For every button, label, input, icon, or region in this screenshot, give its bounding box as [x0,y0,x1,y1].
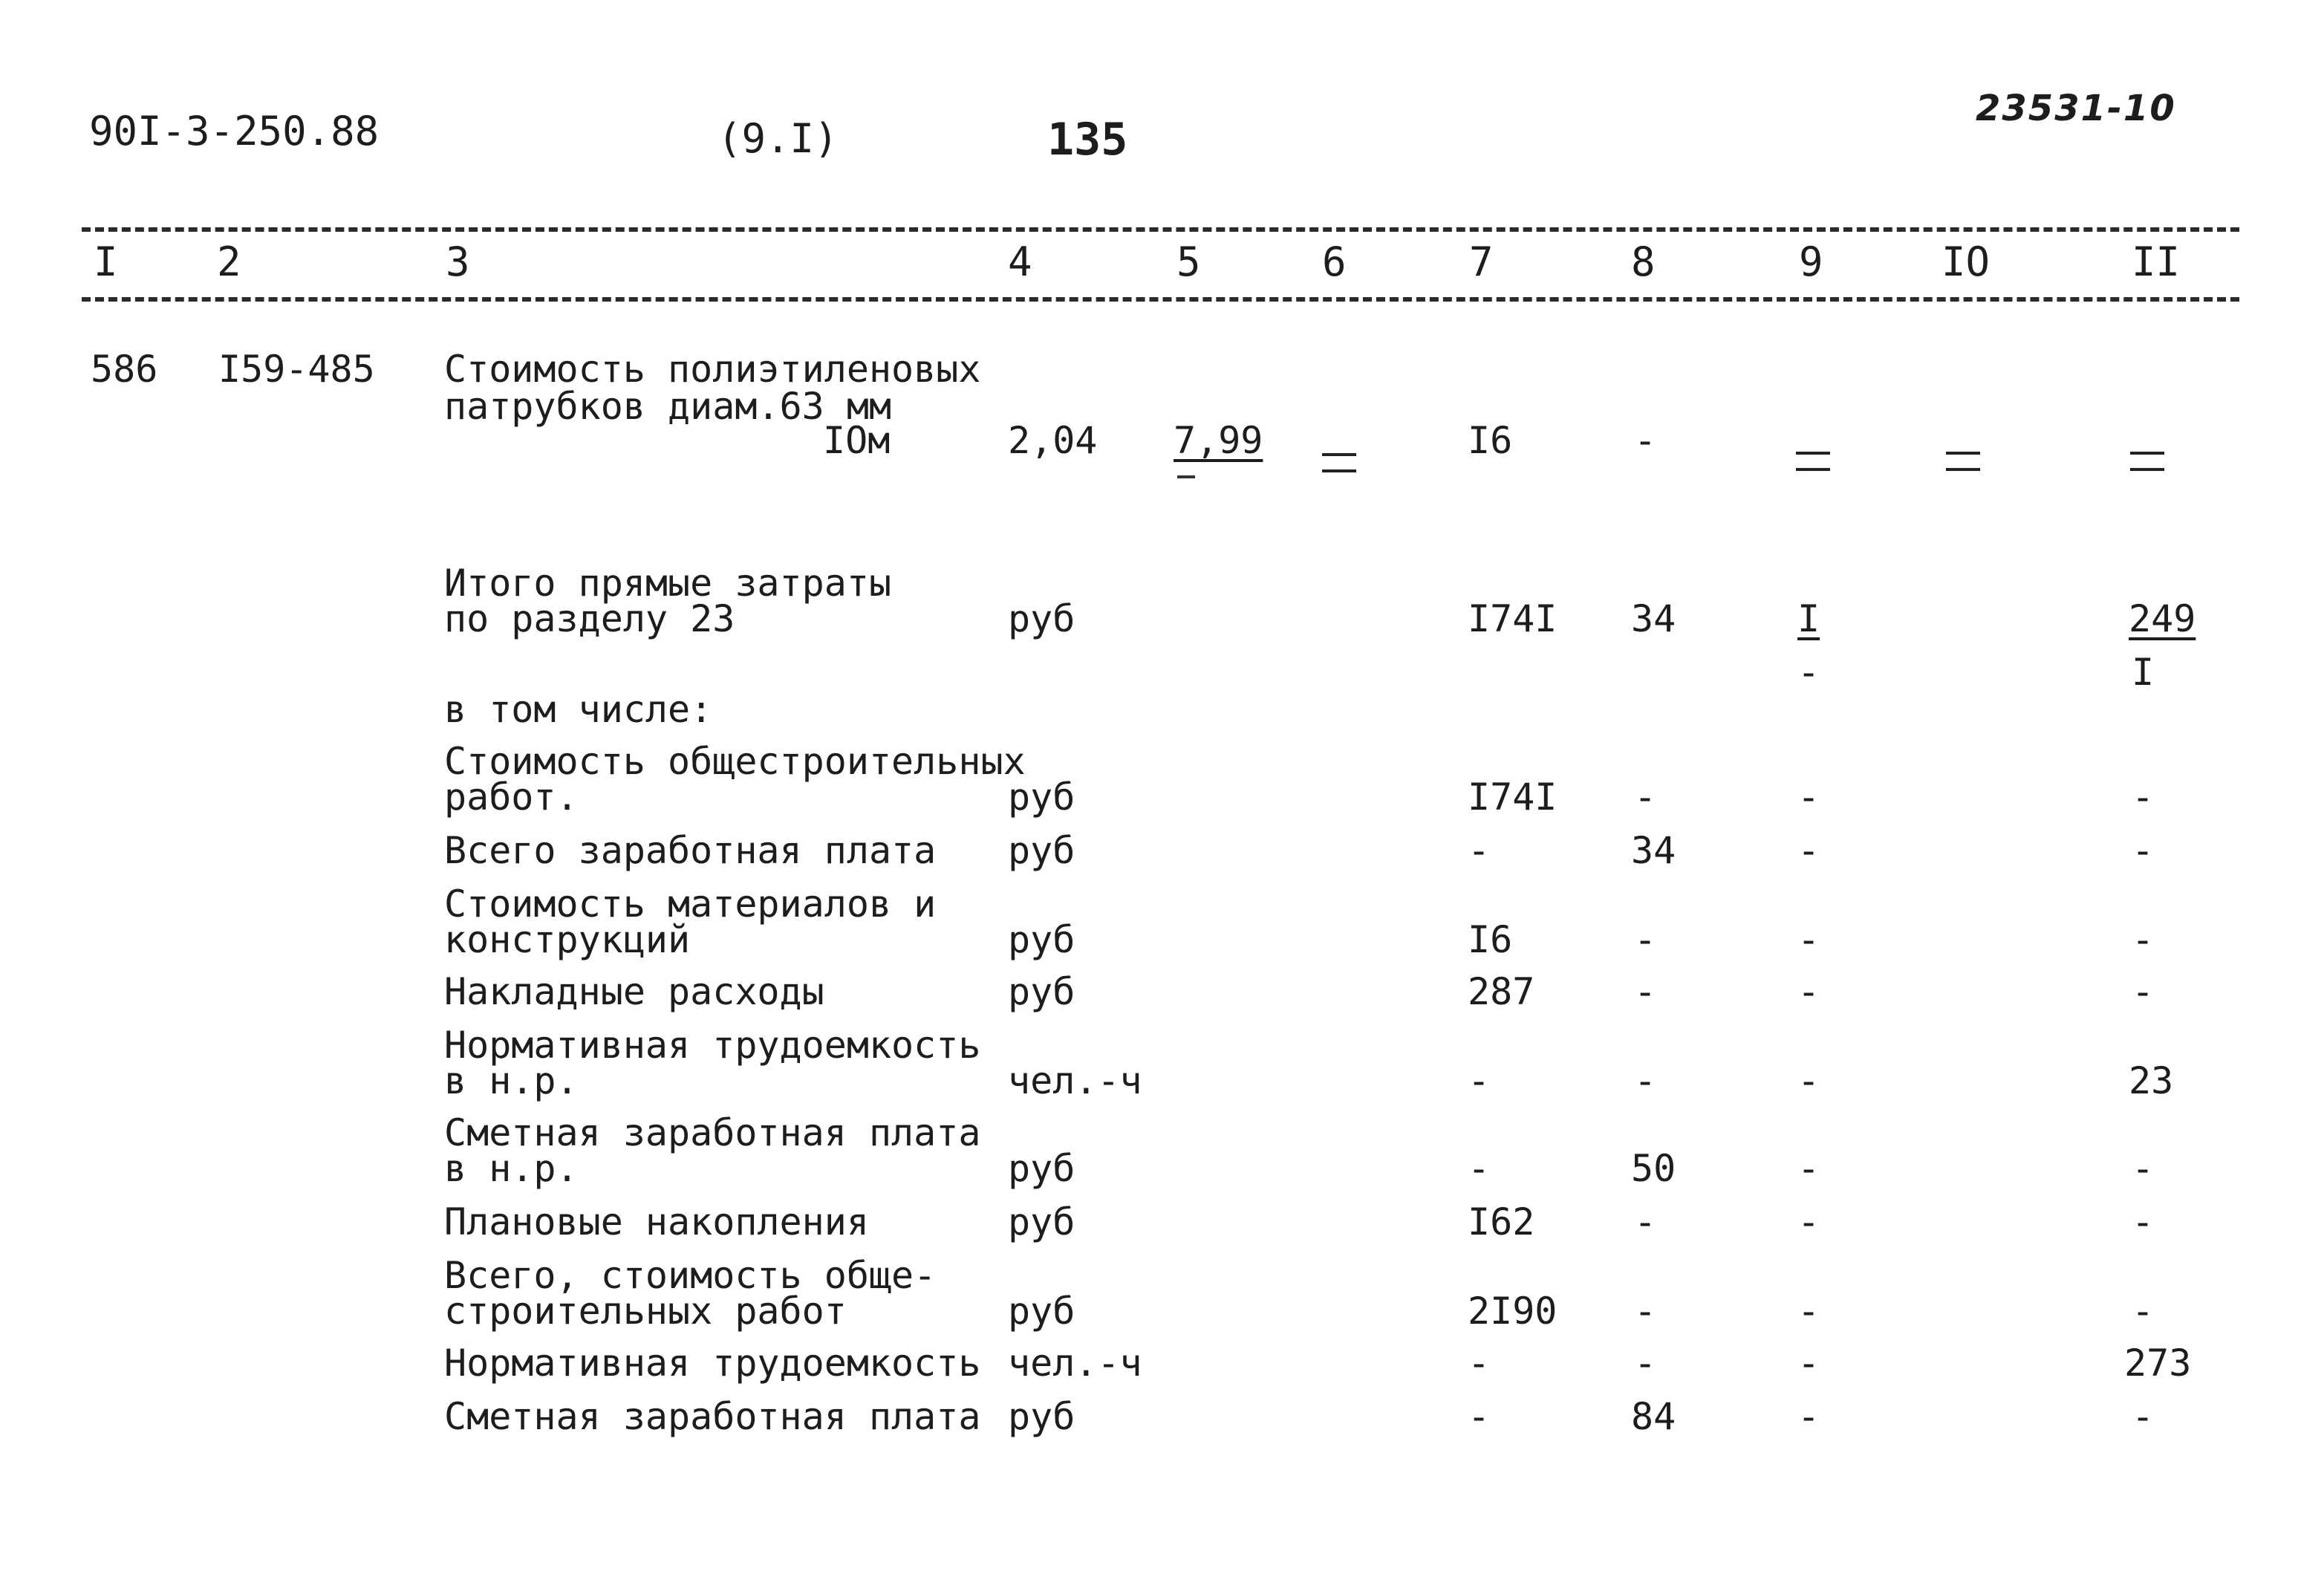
row-6-col7: - [1468,1147,1491,1190]
column-header-7: 7 [1469,238,1494,285]
row-3-label-line2: конструкций [444,918,691,961]
row-8-unit: руб [1008,1290,1075,1333]
column-header-8: 8 [1631,238,1656,285]
totals-col11-top: 249 [2129,597,2196,640]
row-3-col7: I6 [1468,918,1513,961]
totals-col8: 34 [1631,597,1676,640]
row-1-col7: I74I [1468,776,1558,819]
row-4-label-line1: Накладные расходы [444,970,824,1013]
row-2-col11: - [2132,829,2155,872]
row-2-unit: руб [1008,829,1075,872]
page-number: 135 [1047,114,1128,166]
row-8-col9: - [1797,1290,1820,1333]
col9-double-dash [1796,452,1830,471]
header-bottom-rule [82,297,2239,302]
totals-col7: I74I [1468,597,1558,640]
item-code: I59-485 [218,348,375,391]
row-4-unit: руб [1008,970,1075,1013]
row-5-label-line2: в н.р. [444,1059,579,1102]
totals-label-line1: Итого прямые затраты [444,562,892,605]
row-8-label-line2: строительных работ [444,1290,847,1333]
row-1-col8: - [1634,776,1657,819]
column-header-3: 3 [446,238,470,285]
column-header-9: 9 [1799,238,1823,285]
row-2-label-line1: Всего заработная плата [444,829,937,872]
item-unit-price: 7,99 [1174,419,1263,462]
row-3-label-line1: Стоимость материалов и [444,882,937,926]
row-3-col11: - [2132,918,2155,961]
col11-double-dash [2130,452,2164,471]
row-6-label-line2: в н.р. [444,1147,579,1190]
row-10-col8: 84 [1631,1395,1676,1438]
row-2-col8: 34 [1631,829,1676,872]
column-header-6: 6 [1322,238,1347,285]
row-9-col9: - [1797,1342,1820,1385]
column-header-5: 5 [1176,238,1201,285]
item-name-line2: патрубков диам.63 мм [444,385,892,428]
row-7-label-line1: Плановые накопления [444,1200,869,1243]
totals-col9-bottom: - [1797,651,1820,694]
row-10-label-line1: Сметная заработная плата [444,1395,981,1438]
item-col8-value: - [1634,419,1657,462]
row-9-unit: чел.-ч [1008,1342,1142,1385]
item-quantity: 2,04 [1008,419,1098,462]
row-1-col9: - [1797,776,1820,819]
col6-double-dash [1322,453,1356,472]
row-4-col8: - [1634,970,1657,1013]
row-7-col8: - [1634,1200,1657,1243]
row-5-col8: - [1634,1059,1657,1102]
row-3-col9: - [1797,918,1820,961]
row-10-col9: - [1797,1395,1820,1438]
totals-col9-top: I [1797,597,1820,640]
row-2-col7: - [1468,829,1491,872]
row-5-col7: - [1468,1059,1491,1102]
unit-price-tick [1177,475,1195,478]
column-header-1: I [94,238,118,285]
column-header-11: II [2132,238,2181,285]
row-6-col9: - [1797,1147,1820,1190]
row-5-col9: - [1797,1059,1820,1102]
item-unit: IOм [823,419,891,462]
totals-unit: руб [1008,597,1075,640]
row-5-unit: чел.-ч [1008,1059,1142,1102]
row-5-col11: 23 [2129,1059,2174,1102]
column-header-4: 4 [1008,238,1032,285]
row-10-unit: руб [1008,1395,1075,1438]
row-2-col9: - [1797,829,1820,872]
row-1-label-line2: работ. [444,776,579,819]
row-9-label-line1: Нормативная трудоемкость [444,1342,981,1385]
row-3-col8: - [1634,918,1657,961]
row-8-label-line1: Всего, стоимость обще- [444,1254,937,1297]
row-8-col11: - [2132,1290,2155,1333]
row-5-label-line1: Нормативная трудоемкость [444,1024,981,1067]
row-4-col9: - [1797,970,1820,1013]
including-label: в том числе: [444,688,713,731]
column-header-2: 2 [217,238,241,285]
row-4-col11: - [2132,970,2155,1013]
row-8-col8: - [1634,1290,1657,1333]
row-1-col11: - [2132,776,2155,819]
row-10-col11: - [2132,1395,2155,1438]
document-code: 90I-3-250.88 [89,108,380,155]
row-6-col11: - [2132,1147,2155,1190]
row-4-col7: 287 [1468,970,1535,1013]
row-7-unit: руб [1008,1200,1075,1243]
row-3-unit: руб [1008,918,1075,961]
row-9-col7: - [1468,1342,1491,1385]
item-col7-value: I6 [1468,419,1513,462]
row-7-col9: - [1797,1200,1820,1243]
item-number: 586 [91,348,158,391]
row-1-unit: руб [1008,776,1075,819]
row-6-unit: руб [1008,1147,1075,1190]
totals-label-line2: по разделу 23 [444,597,735,640]
row-8-col7: 2I90 [1468,1290,1558,1333]
totals-col11-bottom: I [2132,651,2155,694]
section-number: (9.I) [717,115,839,162]
row-1-label-line1: Стоимость общестроительных [444,740,1026,783]
archive-stamp: 23531-10 [1976,88,2176,129]
row-9-col8: - [1634,1342,1657,1385]
row-7-col7: I62 [1468,1200,1535,1243]
row-6-label-line1: Сметная заработная плата [444,1111,981,1154]
col10-double-dash [1946,452,1980,471]
top-rule [82,227,2239,232]
row-7-col11: - [2132,1200,2155,1243]
column-header-10: IO [1941,238,1991,285]
row-9-col11: 273 [2124,1342,2192,1385]
row-6-col8: 50 [1631,1147,1676,1190]
row-10-col7: - [1468,1395,1491,1438]
item-name-line1: Стоимость полиэтиленовых [444,348,981,391]
